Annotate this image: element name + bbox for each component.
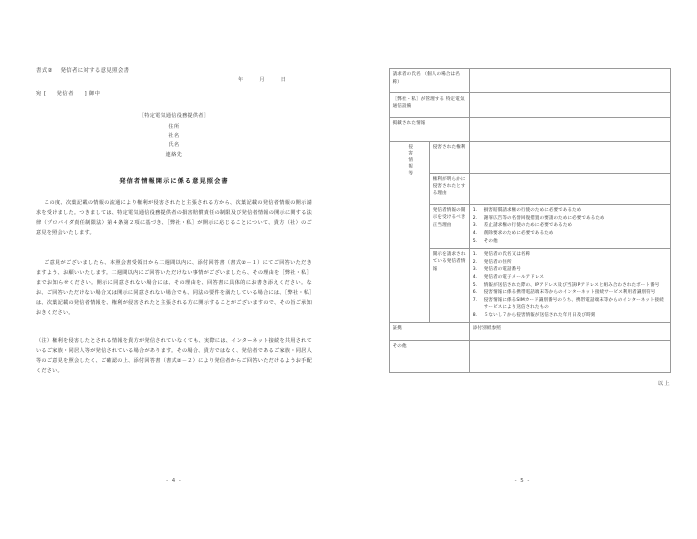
list-item[interactable] bbox=[473, 215, 668, 222]
list-item-label: 発信者の電話番号 bbox=[483, 267, 521, 273]
list-item-number: 3. bbox=[472, 267, 478, 273]
table-row bbox=[390, 69, 671, 93]
list-item[interactable] bbox=[473, 266, 668, 273]
table-row bbox=[390, 117, 671, 141]
row-value-requested-sender-info[interactable] bbox=[470, 248, 671, 322]
page-title: 発信者情報開示に係る意見照会書 bbox=[119, 178, 229, 185]
list-item[interactable] bbox=[473, 289, 668, 296]
list-item[interactable] bbox=[473, 259, 668, 266]
justification-option-list bbox=[473, 207, 668, 245]
addressee-suffix: 御中 bbox=[88, 91, 101, 97]
list-item-number: 7. bbox=[472, 298, 478, 303]
list-item-label: 発信者の住所 bbox=[483, 259, 512, 265]
addressee-name: 発信者 bbox=[56, 91, 75, 97]
sender-field-company: 社名 bbox=[168, 132, 180, 139]
list-item[interactable] bbox=[473, 312, 668, 319]
table-row bbox=[390, 341, 671, 372]
row-label-infringement-reason: 権利が明らかに侵害されたとする理由 bbox=[430, 173, 470, 204]
list-item[interactable] bbox=[473, 238, 668, 245]
row-value-posted-information[interactable] bbox=[470, 117, 671, 141]
list-item[interactable] bbox=[473, 297, 668, 311]
list-item[interactable] bbox=[473, 282, 668, 289]
body-paragraph-1 bbox=[36, 198, 312, 238]
page-right bbox=[348, 0, 697, 539]
page-number-right: - 5 - bbox=[514, 478, 531, 484]
list-item-label: その他 bbox=[483, 238, 498, 244]
list-item-number: 3. bbox=[472, 223, 478, 229]
list-item[interactable] bbox=[473, 222, 668, 229]
row-value-infringed-right[interactable] bbox=[470, 142, 671, 173]
row-value-telecom-equipment[interactable] bbox=[470, 93, 671, 117]
sender-block bbox=[0, 112, 348, 160]
list-item-label: ５ないし７から侵害情報が送信された年月日及び時刻 bbox=[483, 312, 596, 318]
addressee-bracket-close: ] bbox=[84, 91, 87, 97]
sender-field-contact: 連絡先 bbox=[165, 151, 183, 158]
body-paragraph-3-text: （注）権利を侵害したとされる情報を貴方が発信されていなくても、実際には、インターネット接続を共用されているご家族・同居人等が発信されている場合があります。その場合、貴方ではなく、発信者であるご家族・同居人等のご意見を照会したく、ご確認の上、添付回答書（書式②－２）により発信者からご回答いただけるようお手配ください。 bbox=[36, 338, 312, 375]
row-value-claimant-name[interactable] bbox=[470, 69, 671, 93]
list-item[interactable] bbox=[473, 251, 668, 258]
list-item-number: 4. bbox=[472, 274, 478, 280]
body-paragraph-2-text: ご意見がございましたら、本照会書受領日から二週間以内に、添付回答書（書式②－１）にてご回答いただきますよう、お願いいたします。二週間以内にご回答いただけない事情がございましたら、その理由を［弊社・私］までお知らせください。開示に同意されない場合には、その理由を、回答書に具体的にお書き添えください。なお、ご回答いただけない場合又は開示に同意されない場合でも、同法の要件を満たしている場合には、［弊社・私］は、次葉記載の発信者情報を、権利が侵害されたと主張される方に開示することがございますので、その旨ご承知おきください。 bbox=[36, 260, 312, 317]
end-mark-wrap bbox=[389, 380, 671, 396]
disclosure-table bbox=[389, 68, 671, 373]
row-label-posted-information: 掲載された情報 bbox=[390, 117, 470, 141]
list-item-number: 5. bbox=[472, 282, 478, 288]
addressee-line bbox=[36, 90, 100, 97]
list-item-number: 5. bbox=[472, 238, 478, 244]
list-item-label: 損害賠償請求権の行使のために必要であるため bbox=[483, 208, 582, 214]
list-item-label: 侵害情報に係るSIMカード識別番号のうち、携帯電話端末等からのインターネット接続サービスにより送信されたもの bbox=[483, 298, 664, 311]
list-item[interactable] bbox=[473, 230, 668, 237]
sender-field-address: 住所 bbox=[168, 123, 180, 130]
row-value-other[interactable] bbox=[470, 341, 671, 372]
list-item[interactable] bbox=[473, 207, 668, 214]
row-label-other: その他 bbox=[390, 341, 470, 372]
row-value-justification[interactable] bbox=[470, 204, 671, 248]
list-item-label: 情報が送信された際の、IPアドレス及び当該IPアドレスと組み合わされたポート番号 bbox=[483, 282, 660, 288]
vertical-group-label bbox=[390, 142, 430, 323]
vertical-group-label-text: 侵害情報等 bbox=[407, 144, 413, 178]
page-left bbox=[0, 0, 348, 539]
row-label-evidence: 証拠 bbox=[390, 322, 470, 340]
list-item-number: 1. bbox=[472, 208, 478, 214]
list-item-label: 削除要求のために必要であるため bbox=[483, 231, 554, 237]
sender-block-heading: ［特定電気通信役務提供者］ bbox=[138, 113, 210, 119]
table-row bbox=[390, 93, 671, 117]
table-row bbox=[390, 142, 671, 173]
list-item-label: 謝罪広告等の名誉回復措置の要請のために必要であるため bbox=[483, 215, 605, 221]
addressee-bracket-open: [ bbox=[44, 91, 47, 97]
disclosure-form bbox=[389, 68, 671, 396]
list-item-number: 6. bbox=[472, 290, 478, 296]
sender-info-option-list bbox=[473, 251, 668, 319]
date-line: 年 月 日 bbox=[238, 77, 292, 83]
list-item-number: 8. bbox=[472, 312, 478, 318]
body-paragraph-2 bbox=[36, 258, 312, 318]
end-mark: 以上 bbox=[657, 380, 671, 387]
table-row bbox=[390, 248, 671, 322]
list-item-number: 2. bbox=[472, 215, 478, 221]
table-row bbox=[390, 322, 671, 340]
body-paragraph-1-text: この度、次葉記載の情報の流通により権利が侵害されたと主張される方から、次葉記載の発信者情報の開示請求を受けました。つきましては、特定電気通信役務提供者の損害賠償責任の制限及び発信者情報の開示に関する法律（プロバイダ責任制限法）第４条第２項に基づき、［弊社・私］が開示に応じることについて、貴方（社）のご意見を照会いたします。 bbox=[36, 200, 312, 237]
row-label-claimant-name: 請求者の氏名 （個人の場合は名称） bbox=[390, 69, 470, 93]
row-value-infringement-reason[interactable] bbox=[470, 173, 671, 204]
row-value-evidence[interactable]: 添付別紙参照 bbox=[470, 322, 671, 340]
list-item-label: 侵害情報に係る携帯電話端末等からのインターネット接続サービス利用者識別符号 bbox=[483, 290, 656, 296]
row-label-justification: 発信者情報の開示を受けるべき正当理由 bbox=[430, 204, 470, 248]
disclosure-table-body bbox=[390, 69, 671, 373]
list-item-number: 1. bbox=[472, 251, 478, 257]
list-item-label: 発信者の氏名又は名称 bbox=[483, 251, 531, 257]
list-item-number: 4. bbox=[472, 231, 478, 237]
list-item[interactable] bbox=[473, 274, 668, 281]
body-paragraph-3 bbox=[36, 336, 312, 376]
page-number-left: - 4 - bbox=[166, 478, 182, 484]
table-row bbox=[390, 173, 671, 204]
list-item-label: 発信者の電子メールアドレス bbox=[483, 274, 545, 280]
table-row bbox=[390, 204, 671, 248]
row-label-requested-sender-info: 開示を請求されている発信者情報 bbox=[430, 248, 470, 322]
row-label-infringed-right: 侵害された権利 bbox=[430, 142, 470, 173]
row-label-telecom-equipment: ［弊社・私］が管理する 特定電気通信設備 bbox=[390, 93, 470, 117]
list-item-label: 差止請求権の行使のために必要であるため bbox=[483, 223, 573, 229]
addressee-prefix: 宛 bbox=[36, 91, 42, 97]
form-number-title: 書式② 発信者に対する意見照会書 bbox=[36, 68, 130, 74]
list-item-number: 2. bbox=[472, 259, 478, 265]
sender-field-name: 氏名 bbox=[168, 142, 180, 149]
